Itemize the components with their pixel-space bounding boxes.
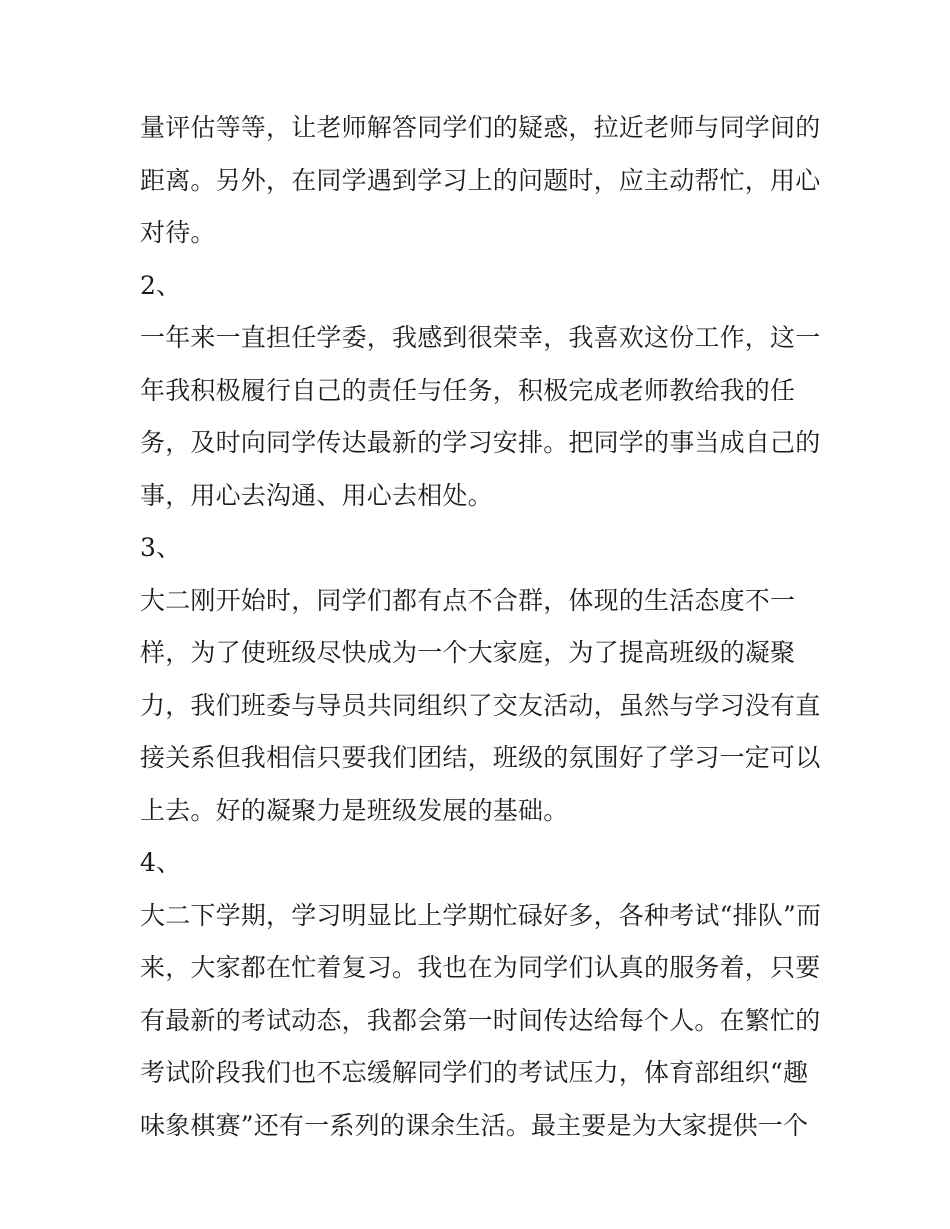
- text-line: 味象棋赛”还有一系列的课余生活。最主要是为大家提供一个: [140, 1111, 809, 1140]
- text-line: 样，为了使班级尽快成为一个大家庭，为了提高班级的凝聚: [140, 638, 796, 667]
- text-line: 年我积极履行自己的责任与任务，积极完成老师教给我的任: [140, 376, 796, 405]
- text-line: 一年来一直担任学委，我感到很荣幸，我喜欢这份工作，这一: [140, 323, 821, 352]
- section-number: 2、: [140, 271, 182, 300]
- text-line: 务，及时向同学传达最新的学习安排。把同学的事当成自己的: [140, 428, 821, 457]
- section-number: 3、: [140, 533, 182, 562]
- text-line: 大二下学期，学习明显比上学期忙碌好多，各种考试“排队”而: [140, 901, 822, 930]
- section-number: 4、: [140, 848, 182, 877]
- text-line: 上去。好的凝聚力是班级发展的基础。: [140, 796, 569, 825]
- text-line: 对待。: [140, 218, 216, 247]
- text-line: 大二刚开始时，同学们都有点不合群，体现的生活态度不一: [140, 586, 796, 615]
- text-line: 力，我们班委与导员共同组织了交友活动，虽然与学习没有直: [140, 691, 821, 720]
- text-line: 考试阶段我们也不忘缓解同学们的考试压力，体育部组织“趣: [140, 1058, 809, 1087]
- text-line: 来，大家都在忙着复习。我也在为同学们认真的服务着，只要: [140, 953, 821, 982]
- text-line: 有最新的考试动态，我都会第一时间传达给每个人。在繁忙的: [140, 1006, 821, 1035]
- text-line: 接关系但我相信只要我们团结，班级的氛围好了学习一定可以: [140, 743, 821, 772]
- text-line: 距离。另外，在同学遇到学习上的问题时，应主动帮忙，用心: [140, 166, 821, 195]
- text-line: 量评估等等，让老师解答同学们的疑惑，拉近老师与同学间的: [140, 113, 821, 142]
- text-line: 事，用心去沟通、用心去相处。: [140, 481, 493, 510]
